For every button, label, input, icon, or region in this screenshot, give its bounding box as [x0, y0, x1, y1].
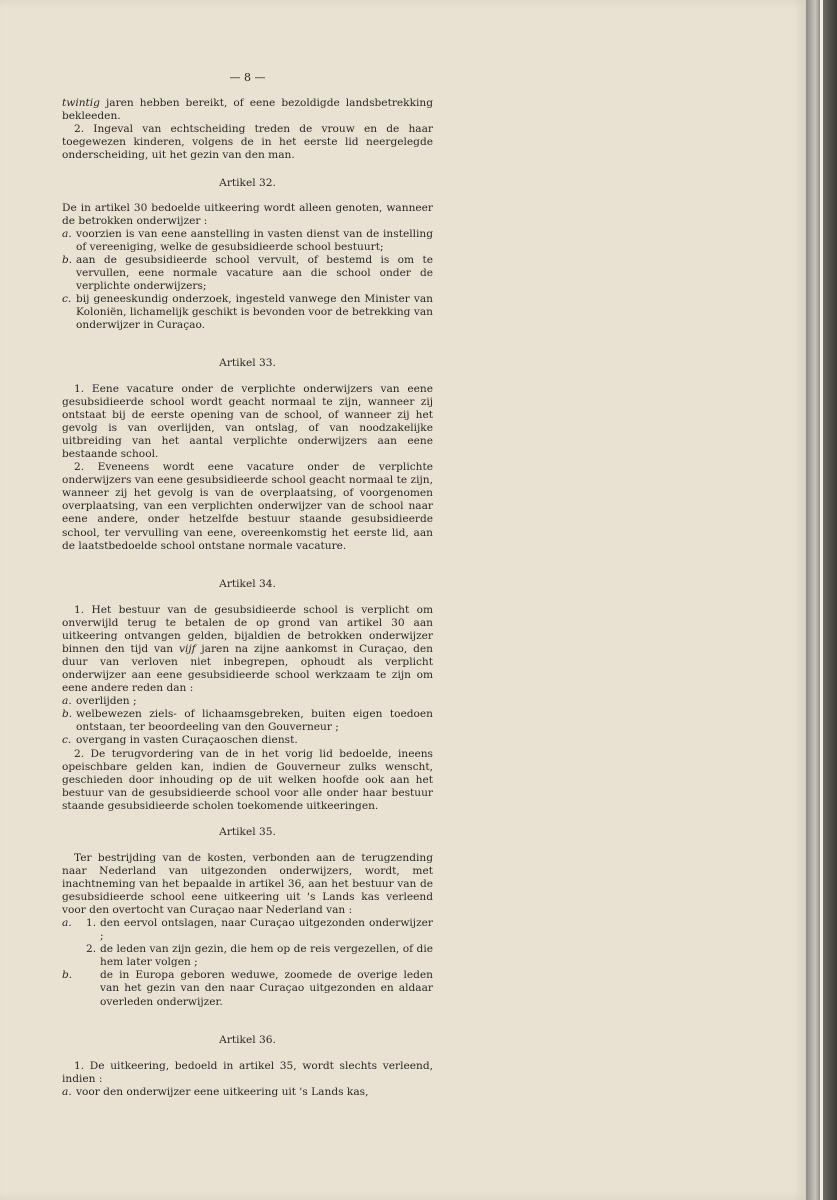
art32-item-a — [62, 228, 433, 254]
intro-paragraph-2: 2. Ingeval van echtscheiding treden de vrouw en de haar toegewezen kinderen, volgens de in het eerste lid neergelegde onderscheiding, uit het gezin van den man. — [62, 123, 433, 162]
art32-item-b — [62, 254, 433, 293]
art34-item-b — [62, 708, 433, 734]
art36-paragraph-1: 1. De uitkeering, bedoeld in artikel 35, wordt slechts verleend, indien : — [62, 1060, 433, 1086]
item-label: c. — [62, 293, 72, 306]
item-text: aan de gesubsidieerde school vervult, of bestemd is om te vervullen, eene normale vacature aan die school onder de verplichte onderwijzers; — [76, 254, 433, 293]
art33-body — [62, 383, 433, 553]
art36-body — [62, 1060, 433, 1099]
art35-item-a1 — [62, 917, 433, 943]
item-number: 1. — [86, 917, 97, 930]
item-text: welbewezen ziels- of lichaamsgebreken, buiten eigen toedoen ontstaan, ter beoordeeling van den Gouverneur ; — [76, 708, 433, 734]
item-label: b. — [62, 254, 73, 267]
intro-first-word: twintig — [62, 97, 100, 109]
item-number: 2. — [86, 943, 97, 956]
item-text: overlijden ; — [76, 695, 137, 708]
intro-line1-rest: jaren hebben bereikt, of eene bezoldigde landsbetrekking bekleeden. — [62, 97, 433, 123]
art36-item-a — [62, 1086, 433, 1099]
art32-intro: De in artikel 30 bedoelde uitkeering wordt alleen genoten, wanneer de betrokken onderwijzer : — [62, 202, 433, 228]
art34-heading: Artikel 34. — [219, 578, 276, 590]
item-label: b. — [62, 969, 73, 982]
item-label: a. — [62, 1086, 72, 1099]
art36-heading: Artikel 36. — [219, 1034, 276, 1046]
item-text: bij geneeskundig onderzoek, ingesteld vanwege den Minister van Koloniën, lichamelijk geschikt is bevonden voor de betrekking van onderwijzer in Curaçao. — [76, 293, 433, 332]
art34-p1-part-b: jaren na zijne aankomst in Curaçao, den duur van verloven niet inbegrepen, ophoudt als verplicht onderwijzer aan eene gesubsidieerde school werkzaam te zijn om eene andere reden dan : — [62, 643, 433, 695]
art35-item-b — [62, 969, 433, 1008]
art35-body — [62, 852, 433, 1009]
item-text: de leden van zijn gezin, die hem op de reis vergezellen, of die hem later volgen ; — [100, 943, 433, 969]
item-label: b. — [62, 708, 73, 721]
item-label: c. — [62, 734, 72, 747]
item-label: a. — [62, 917, 72, 930]
art34-item-c — [62, 734, 433, 747]
item-text: voor den onderwijzer eene uitkeering uit 's Lands kas, — [76, 1086, 369, 1099]
intro-paragraph-1 — [62, 97, 433, 123]
art34-p1-emphasis: vijf — [178, 643, 196, 656]
item-label: a. — [62, 228, 72, 241]
art34-paragraph-2: 2. De terugvordering van de in het vorig lid bedoelde, ineens opeischbare gelden kan, indien de Gouverneur zulks wenscht, geschieden door inhouding op de uit welken hoofde ook aan het bestuur van de gesubsidieerde school voor alle onder haar bestuur staande gesubsidieerde scholen toekomende uitkeeringen. — [62, 747, 433, 812]
item-text: de in Europa geboren weduwe, zoomede de overige leden van het gezin van den naar Curaçao uitgezonden en aldaar overleden onderwijzer. — [100, 969, 433, 1008]
art35-heading: Artikel 35. — [219, 826, 276, 838]
art32-item-c — [62, 293, 433, 332]
item-text: den eervol ontslagen, naar Curaçao uitgezonden onderwijzer ; — [100, 917, 433, 943]
item-text: voorzien is van eene aanstelling in vasten dienst van de instelling of vereeniging, welke de gesubsidieerde school bestuurt; — [76, 228, 433, 254]
item-label: a. — [62, 695, 72, 708]
art32-body — [62, 202, 433, 332]
art35-item-a2 — [62, 943, 433, 969]
art33-paragraph-1: 1. Eene vacature onder de verplichte onderwijzers van eene gesubsidieerde school wordt geacht normaal te zijn, wanneer zij ontstaat bij de eerste opening van de school, of wanneer zij het gevolg is van overlijden, van ontslag, of van noodzakelijke uitbreiding van het aantal verplichte onderwijzers aan eene bestaande school. — [62, 383, 433, 461]
art34-item-a — [62, 695, 433, 708]
art33-heading: Artikel 33. — [219, 357, 276, 369]
art34-body — [62, 604, 433, 813]
page-edge-strip — [820, 0, 823, 1200]
page-number: — 8 — — [229, 71, 266, 84]
art32-heading: Artikel 32. — [219, 177, 276, 189]
art35-intro: Ter bestrijding van de kosten, verbonden aan de terugzending naar Nederland van uitgezonden onderwijzers, wordt, met inachtneming van het bepaalde in artikel 36, aan het bestuur van de gesubsidieerde school eene uitkeering uit 's Lands kas verleend voor den overtocht van Curaçao naar Nederland van : — [62, 852, 433, 917]
intro-block — [62, 97, 433, 162]
item-text: overgang in vasten Curaçaoschen dienst. — [76, 734, 298, 747]
art33-paragraph-2: 2. Eveneens wordt eene vacature onder de verplichte onderwijzers van eene gesubsidieerde school geacht normaal te zijn, wanneer zij het gevolg is van de overplaatsing, of voorgenomen overplaatsing, van een verplichten onderwijzer van de school naar eene andere, onder hetzelfde bestuur staande gesubsidieerde school, ter vervulling van eene, overeenkomstig het eerste lid, aan de laatstbedoelde school ontstane normale vacature. — [62, 461, 433, 552]
art34-paragraph-1 — [62, 604, 433, 695]
art34-p1-part-a: 1. Het bestuur van de gesubsidieerde school is verplicht om onverwijld terug te betalen de op grond van artikel 30 aan uitkeering ontvangen gelden, bijaldien de betrokken onderwijzer binnen den tijd van — [62, 604, 433, 656]
